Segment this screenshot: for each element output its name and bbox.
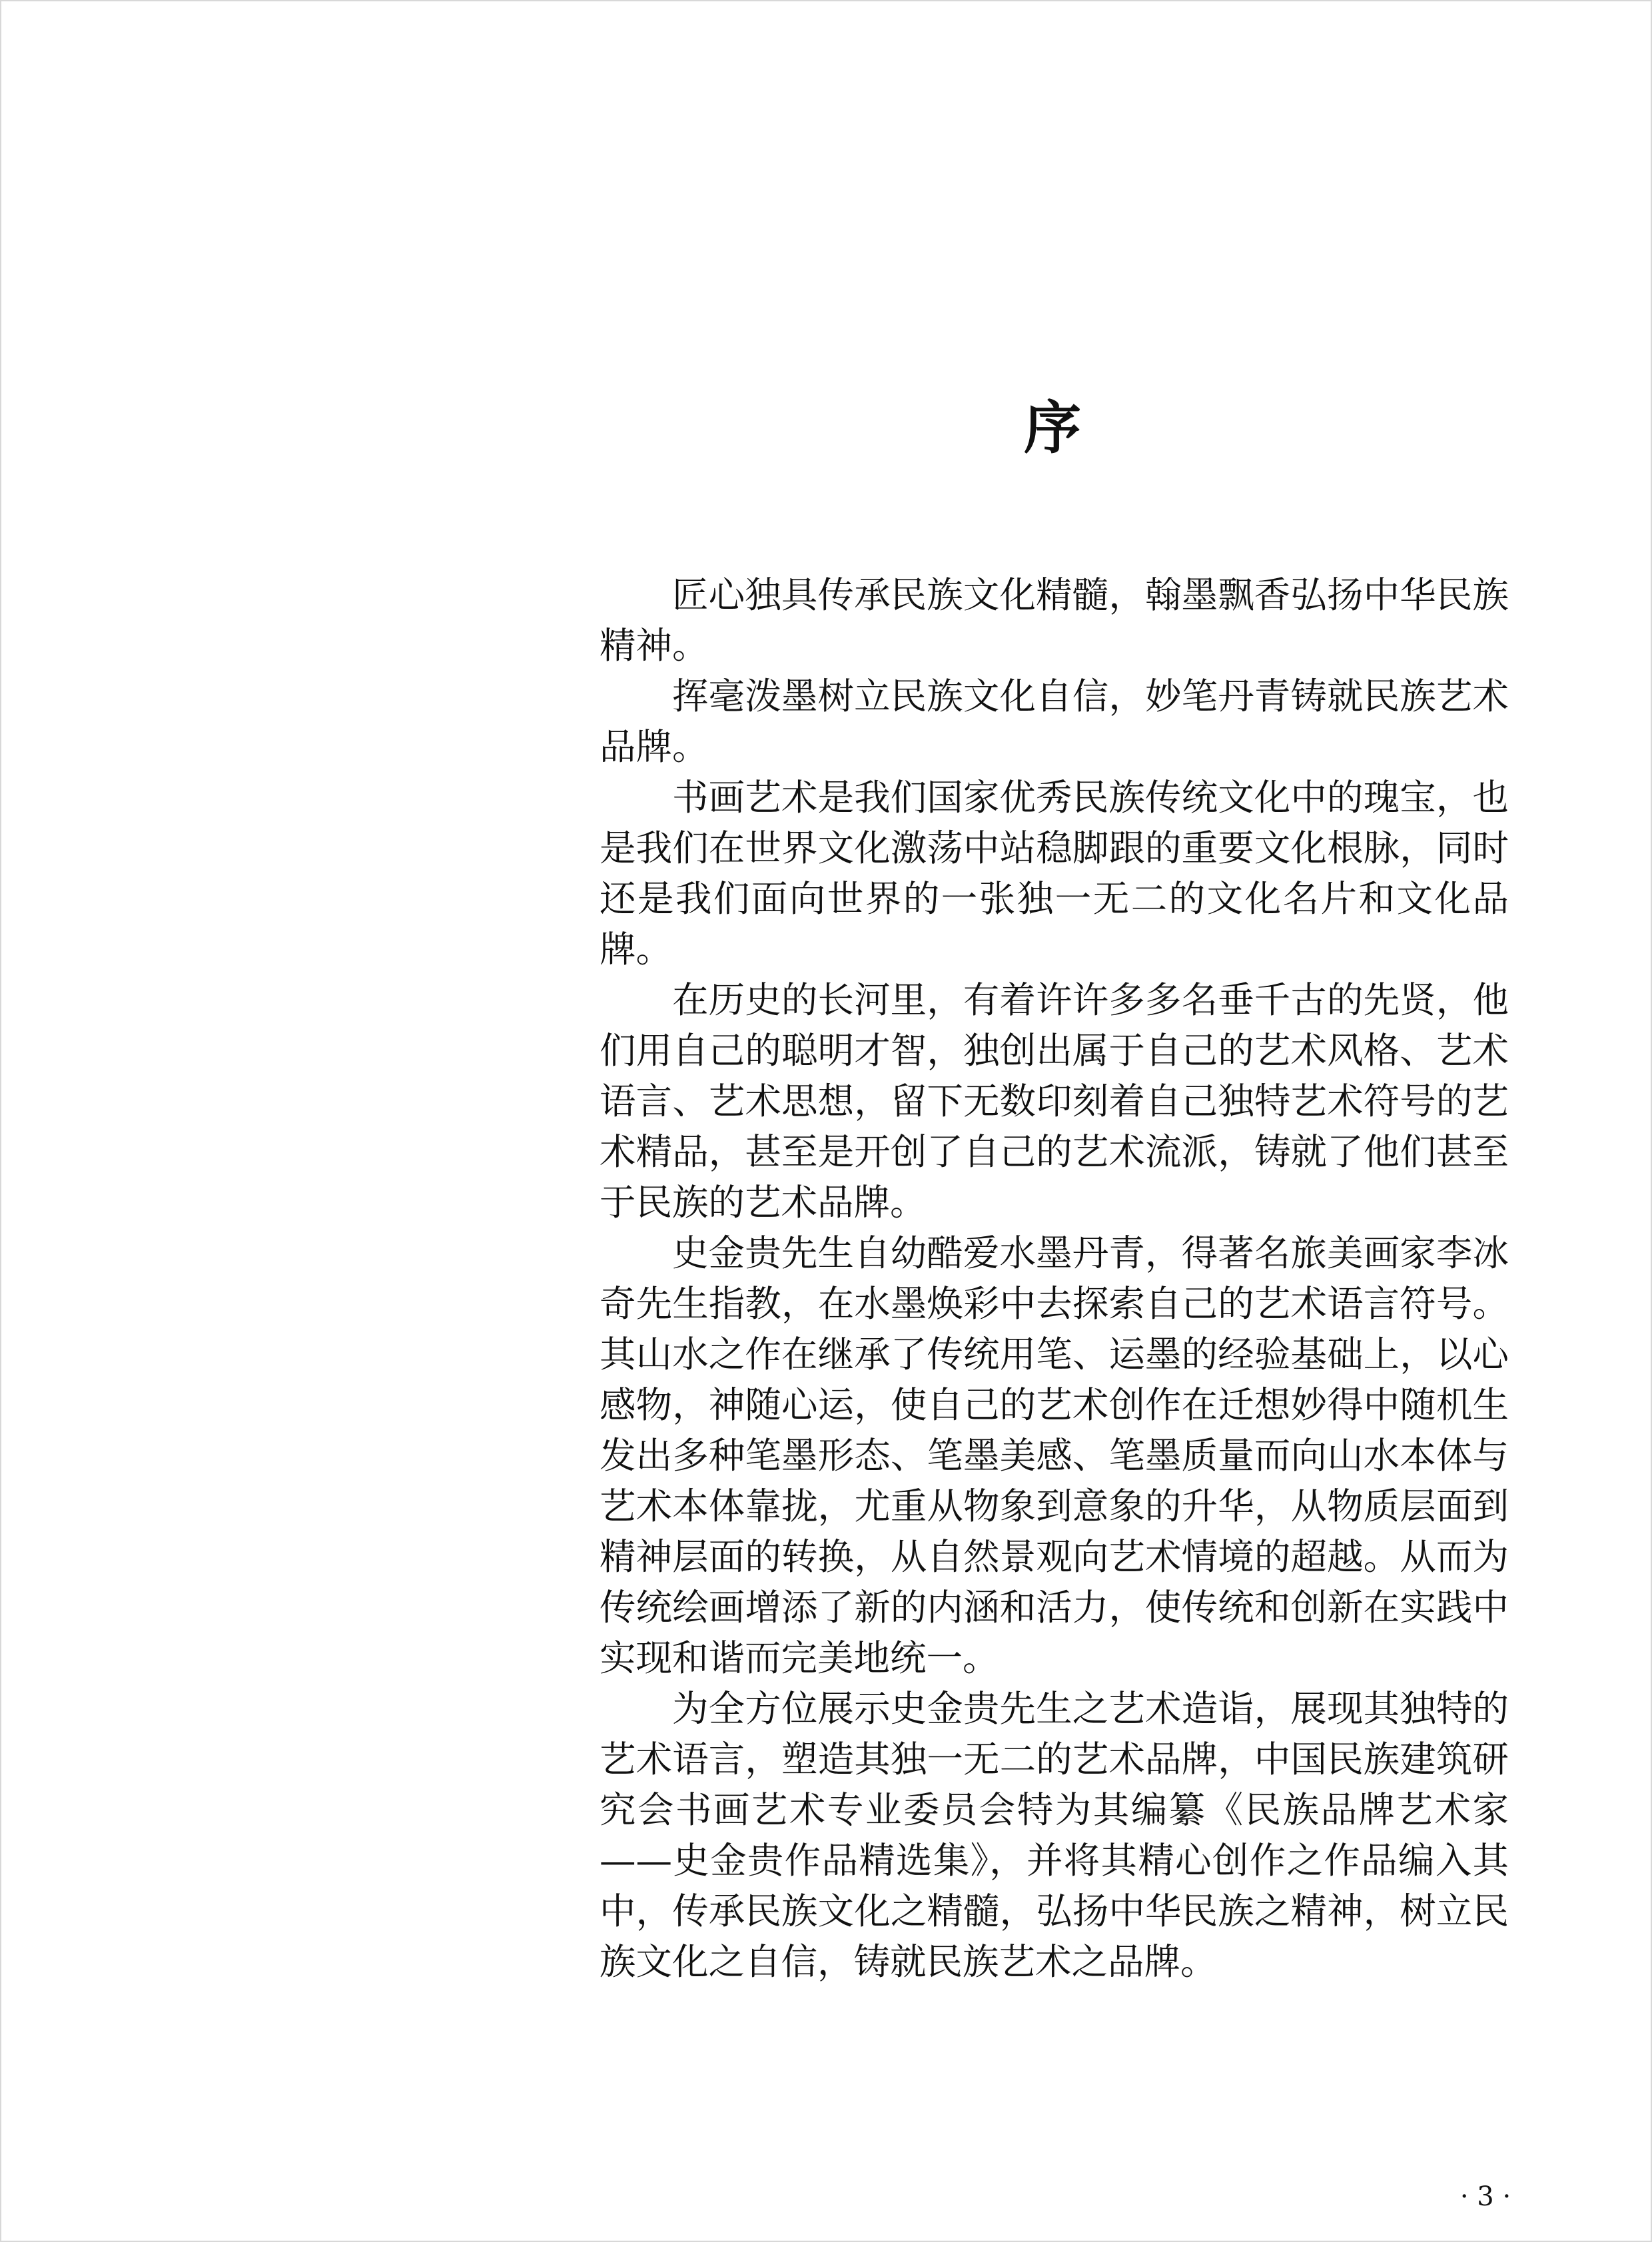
- paragraph: 匠心独具传承民族文化精髓，翰墨飘香弘扬中华民族精神。: [600, 573, 1509, 667]
- paragraph: 史金贵先生自幼酷爱水墨丹青，得著名旅美画家李冰奇先生指教，在水墨焕彩中去探索自己的艺术语言符号。其山水之作在继承了传统用笔、运墨的经验基础上，以心感物，神随心运，使自己的艺术创作在迁想妙得中随机生发出多种笔墨形态、笔墨美感、笔墨质量而向山水本体与艺术本体靠拢，尤重从物象到意象的升华，从物质层面到精神层面的转换，从自然景观向艺术情境的超越。从而为传统绘画增添了新的内涵和活力，使传统和创新在实践中实现和谐而完美地统一。: [600, 1232, 1509, 1679]
- paragraph: 为全方位展示史金贵先生之艺术造诣，展现其独特的艺术语言，塑造其独一无二的艺术品牌，中国民族建筑研究会书画艺术专业委员会特为其编纂《民族品牌艺术家——史金贵作品精选集》，并将其精心创作之作品编入其中，传承民族文化之精髓，弘扬中华民族之精神，树立民族文化之自信，铸就民族艺术之品牌。: [600, 1687, 1509, 1983]
- paragraph: 书画艺术是我们国家优秀民族传统文化中的瑰宝，也是我们在世界文化激荡中站稳脚跟的重要文化根脉，同时还是我们面向世界的一张独一无二的文化名片和文化品牌。: [600, 776, 1509, 970]
- page-title: 序: [1024, 394, 1081, 462]
- page-number: · 3 ·: [1459, 2181, 1511, 2212]
- paragraph: 在历史的长河里，有着许许多多名垂千古的先贤，他们用自己的聪明才智，独创出属于自己的艺术风格、艺术语言、艺术思想，留下无数印刻着自己独特艺术符号的艺术精品，甚至是开创了自己的艺术流派，铸就了他们甚至于民族的艺术品牌。: [600, 978, 1509, 1224]
- paragraph: 挥毫泼墨树立民族文化自信，妙笔丹青铸就民族艺术品牌。: [600, 675, 1509, 768]
- preface-body: [600, 569, 1509, 1987]
